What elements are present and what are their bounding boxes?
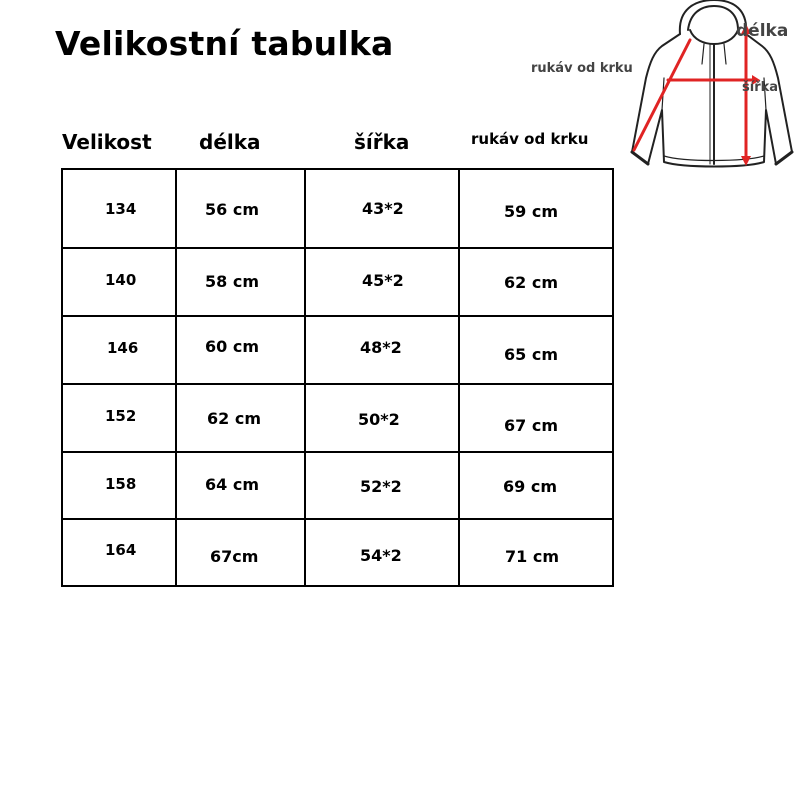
sleeve-label: rukáv od krku [531, 61, 633, 76]
cell-length: 60 cm [176, 316, 305, 384]
table-row [62, 248, 613, 316]
cell-length: 56 cm [176, 169, 305, 248]
cell-size: 164 [62, 519, 176, 586]
cell-sleeve: 59 cm [459, 169, 613, 248]
width-label: šířka [742, 80, 779, 95]
header-width: šířka [354, 130, 410, 154]
table-row [62, 519, 613, 586]
cell-size: 140 [62, 248, 176, 316]
cell-size: 158 [62, 452, 176, 519]
header-length: délka [199, 130, 261, 154]
cell-width: 52*2 [305, 452, 459, 519]
cell-sleeve: 67 cm [459, 384, 613, 452]
cell-sleeve: 62 cm [459, 248, 613, 316]
cell-size: 152 [62, 384, 176, 452]
table-row [62, 169, 613, 248]
header-sleeve: rukáv od krku [471, 130, 589, 148]
cell-size: 134 [62, 169, 176, 248]
cell-sleeve: 69 cm [459, 452, 613, 519]
size-table [61, 168, 614, 587]
cell-width: 48*2 [305, 316, 459, 384]
cell-size: 146 [62, 316, 176, 384]
table-row [62, 384, 613, 452]
cell-length: 67cm [176, 519, 305, 586]
cell-width: 54*2 [305, 519, 459, 586]
length-label: délka [736, 21, 789, 41]
table-row [62, 316, 613, 384]
table-row [62, 452, 613, 519]
cell-length: 64 cm [176, 452, 305, 519]
cell-width: 50*2 [305, 384, 459, 452]
cell-width: 45*2 [305, 248, 459, 316]
page-title: Velikostní tabulka [55, 24, 394, 63]
cell-length: 58 cm [176, 248, 305, 316]
header-size: Velikost [62, 130, 152, 154]
cell-sleeve: 71 cm [459, 519, 613, 586]
cell-width: 43*2 [305, 169, 459, 248]
cell-sleeve: 65 cm [459, 316, 613, 384]
cell-length: 62 cm [176, 384, 305, 452]
